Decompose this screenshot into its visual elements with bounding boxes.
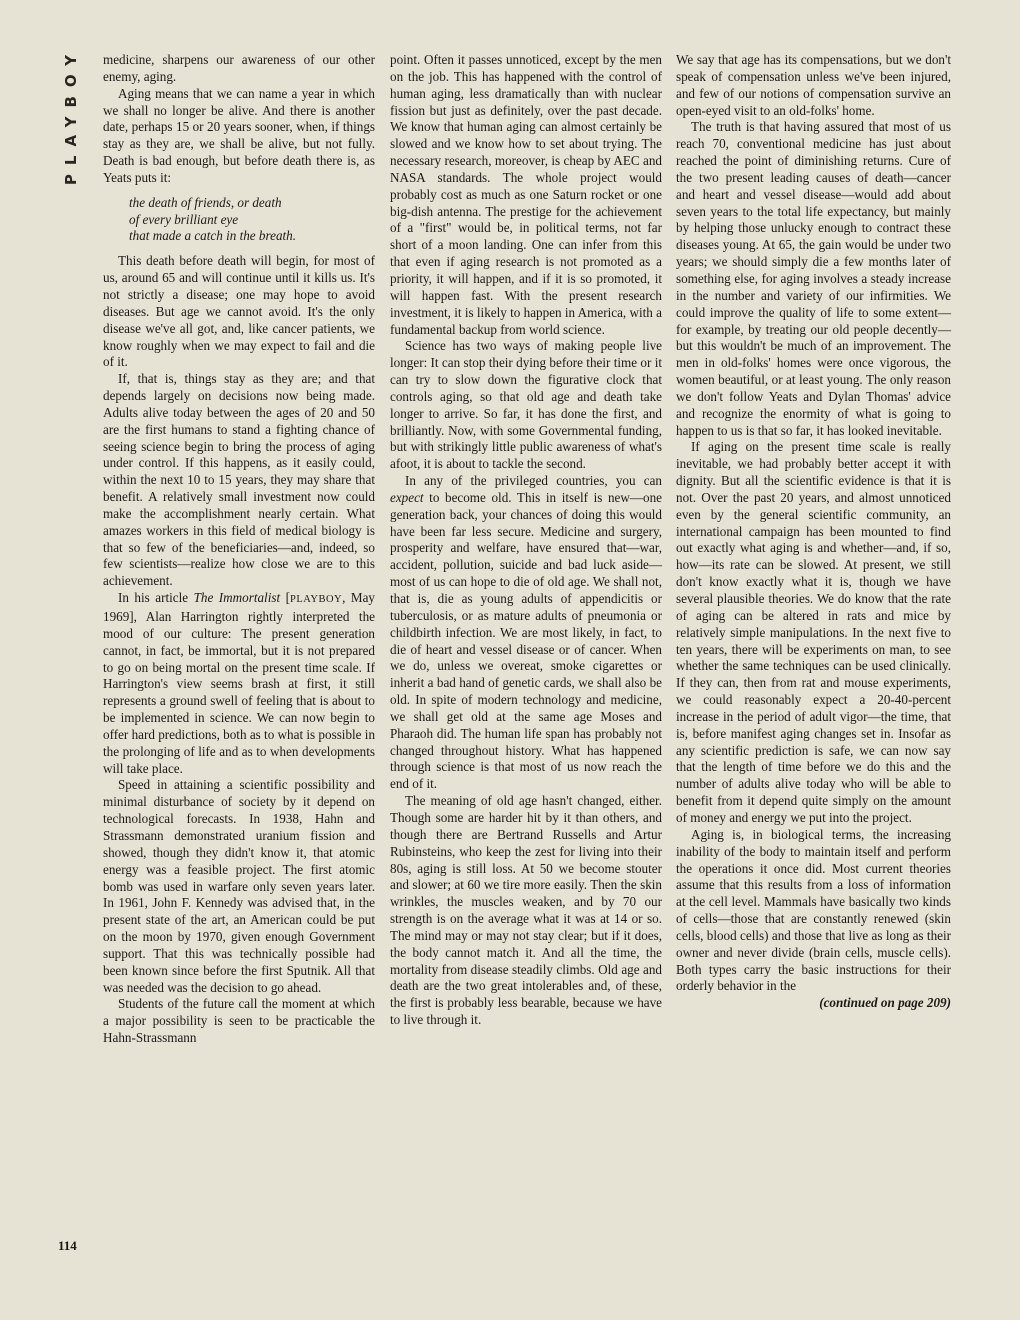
article-title: The Immortalist	[193, 590, 281, 606]
emphasis: expect	[390, 489, 424, 505]
paragraph: The truth is that having assured that most of us reach 70, conventional medicine has just about reached the point of diminishing returns. Cure of the two present leading causes of death—cancer and heart and vessel disease—would add about seven years to the total life expectancy, but mainly by helping those unlucky enough to contract these diseases young. At 65, the gain would be under two years; we should simply die a few months later of something else, for aging involves a steady increase in the number and variety of our infirmities. We could improve the quality of life to some extent—for example, by treating our old people decently—but this wouldn't be much of an improvement. The men in old-folks' homes were once vigorous, the women beautiful, or at least young. The only reason we don't follow Yeats and Dylan Thomas' advice and recognize the enormity of what is going to happen to us is that so far, it has looked inevitable.	[676, 119, 951, 438]
playboy-logo: PLAYBOY	[62, 46, 80, 186]
page-number: 114	[58, 1238, 77, 1253]
text: , May 1969], Alan Harrington rightly interpreted the mood of our culture: The present generation cannot, in fact, be immortal, but it is not prepared to go on being mortal on the present time scale. If Harrington's view seems brash at first, it still represents a ground swell of feeling that is about to be implemented in science. We can now begin to offer hard predictions, both as to what is possible in the prolonging of life and as to when developments will take place.	[103, 590, 376, 776]
paragraph: If, that is, things stay as they are; and that depends largely on decisions now being made. Adults alive today between the ages of 20 and 50 are the first humans to stand a fighting chance of seeing science begin to bring the process of aging under control. If this happens, as it easily could, within the next 10 to 15 years, they may share that benefit. A relatively small investment now could make the accomplishment nearly certain. What amazes workers in this field of medical biology is that so few of the beneficiaries—and, indeed, so few scientists—realize how close we are to this achievement.	[103, 371, 375, 589]
yeats-quote	[129, 195, 375, 246]
paragraph	[103, 590, 375, 777]
magazine-name: PLAYBOY	[290, 594, 343, 606]
continued-note: (continued on page 209)	[819, 995, 951, 1011]
text: In any of the privileged countries, you can	[405, 473, 662, 489]
text: to become old. This in itself is new—one generation back, your chances of doing this would have been far less secure. Medicine and surgery, prosperity and welfare, have ensured that—war, accident, pollution, suicide and bad luck aside—most of us can hope to die of old age. We shall not, that is, die as young adults of appendicitis or tuberculosis, or as mature adults of pneumonia or childbirth infection. We are most likely, in fact, to die of heart and vessel disease or of cancer. When we do, unless we overeat, smoke cigarettes or inherit a bad hand of genetic cards, we shall also be old. In spite of modern technology and medicine, we shall get old at the same age Moses and Pharaoh did. The human life span has probably not changed throughout history. What has happened through science is that most of us now reach the end of it.	[390, 489, 662, 792]
column-1	[103, 52, 375, 1047]
paragraph: point. Often it passes unnoticed, except by the men on the job. This has happened with the control of human aging, less dramatically than with nuclear fission but just as definitely, over the past decade. We know that human aging can almost certainly be slowed and we know how to set about trying. The necessary research, moreover, is cheap by AEC and NASA standards. The whole project would probably cost as much as one Saturn rocket or one big-dish antenna. The prestige for the achievement of a "first" would be, in political terms, not far short of a moon landing. One can infer from this that even if aging research is not promoted as a priority, it will happen, and if it is so promoted, it will happen fast. With the present research investment, it is likely to happen in America, with a fundamental backup from world science.	[390, 52, 662, 337]
paragraph: We say that age has its compensations, but we don't speak of compensation unless we've been injured, and few of our notions of compensation survive an open-eyed visit to an old-folks' home.	[676, 52, 951, 118]
paragraph	[390, 473, 662, 793]
paragraph: medicine, sharpens our awareness of our other enemy, aging.	[103, 52, 375, 84]
paragraph: If aging on the present time scale is really inevitable, we had probably better accept it with dignity. But all the scientific evidence is that it is not. Over the past 20 years, and almost unnoticed even by the general scientific community, an international campaign has been mounted to find out exactly what aging is and whether—and, if so, how—its rate can be slowed. At present, we still don't know exactly what it is, though we have several plausible theories. We do know that the rate of aging can be altered in rats and mice by relatively simple manipulations. In the next five to ten years, there will be experiments on man, to see whether the same techniques can be used clinically. If they can, then from rat and mouse experiments, we could reasonably expect a 20-40-percent increase in the period of adult vigor—the time, that is, before manifest aging changes set in. Insofar as any scientific prediction is safe, we can now say that the length of time before we do this and the number of adults alive today who will be able to benefit from it depend quite simply on the amount of money and energy we put into the project.	[676, 439, 951, 825]
paragraph: Aging is, in biological terms, the increasing inability of the body to maintain itself and perform the operations it once did. Most current theories assume that this results from a loss of information at the cell level. Mammals have basically two kinds of cells—those that are constantly renewed (skin cells, blood cells) and those that live as long as their owner and never divide (brain cells, muscle cells). Both types carry the basic instructions for their orderly behavior in the	[676, 826, 951, 994]
paragraph: The meaning of old age hasn't changed, either. Though some are harder hit by it than others, and though there are Bertrand Russells and Artur Rubinsteins, who keep the zest for living into their 80s, aging is still loss. At 50 we become stouter and slower; at 60 we tire more easily. Then the skin wrinkles, the muscles weaken, and by 70 our strength is on the average what it was at 14 or so. The mind may or may not stay clear; but if it does, the body cannot match it. And all the time, the mortality from disease steadily climbs. Old age and death are the two great intolerables and, of these, the first is probably less bearable, because we have to live through it.	[390, 793, 662, 1028]
paragraph: This death before death will begin, for most of us, around 65 and will continue until it kills us. It's not strictly a disease; one may hope to avoid diseases. But age we cannot avoid. It's the only disease we've all got, and, like cancer patients, we know roughly when we may expect to fail and die of it.	[103, 253, 375, 370]
paragraph: Science has two ways of making people live longer: It can stop their dying before their time or it can try to slow down the figurative clock that controls aging, so that old age and death take longer to arrive. So far, it has done the first, and brilliantly. Now, with some Governmental funding, but with strikingly little public awareness of what's afoot, it is about to tackle the second.	[390, 338, 662, 472]
quote-line: the death of friends, or death	[129, 194, 282, 210]
text: In his article	[118, 590, 194, 606]
paragraph: Students of the future call the moment at which a major possibility is seen to be practicable the Hahn-Strassmann	[103, 996, 375, 1046]
quote-line: of every brilliant eye	[129, 211, 239, 227]
column-3	[676, 52, 951, 1012]
column-2	[390, 52, 662, 1029]
quote-line: that made a catch in the breath.	[129, 228, 297, 244]
paragraph: Aging means that we can name a year in which we shall no longer be alive. And there is another date, perhaps 15 or 20 years sooner, when, if things stay as they are, we shall be alive, but not fully. Death is bad enough, but before death there is, as Yeats puts it:	[103, 85, 375, 185]
text: [	[280, 590, 290, 606]
paragraph: Speed in attaining a scientific possibility and minimal disturbance of society by it depend on technological forecasts. In 1938, Hahn and Strassmann demonstrated uranium fission and showed, though they didn't know it, that atomic energy was a feasible project. The first atomic bomb was used in warfare only seven years later. In 1961, John F. Kennedy was advised that, in the present state of the art, an American could be put on the moon by 1970, given enough Government support. That this was technically possible had been known since before the first Sputnik. All that was needed was the decision to go ahead.	[103, 777, 375, 995]
